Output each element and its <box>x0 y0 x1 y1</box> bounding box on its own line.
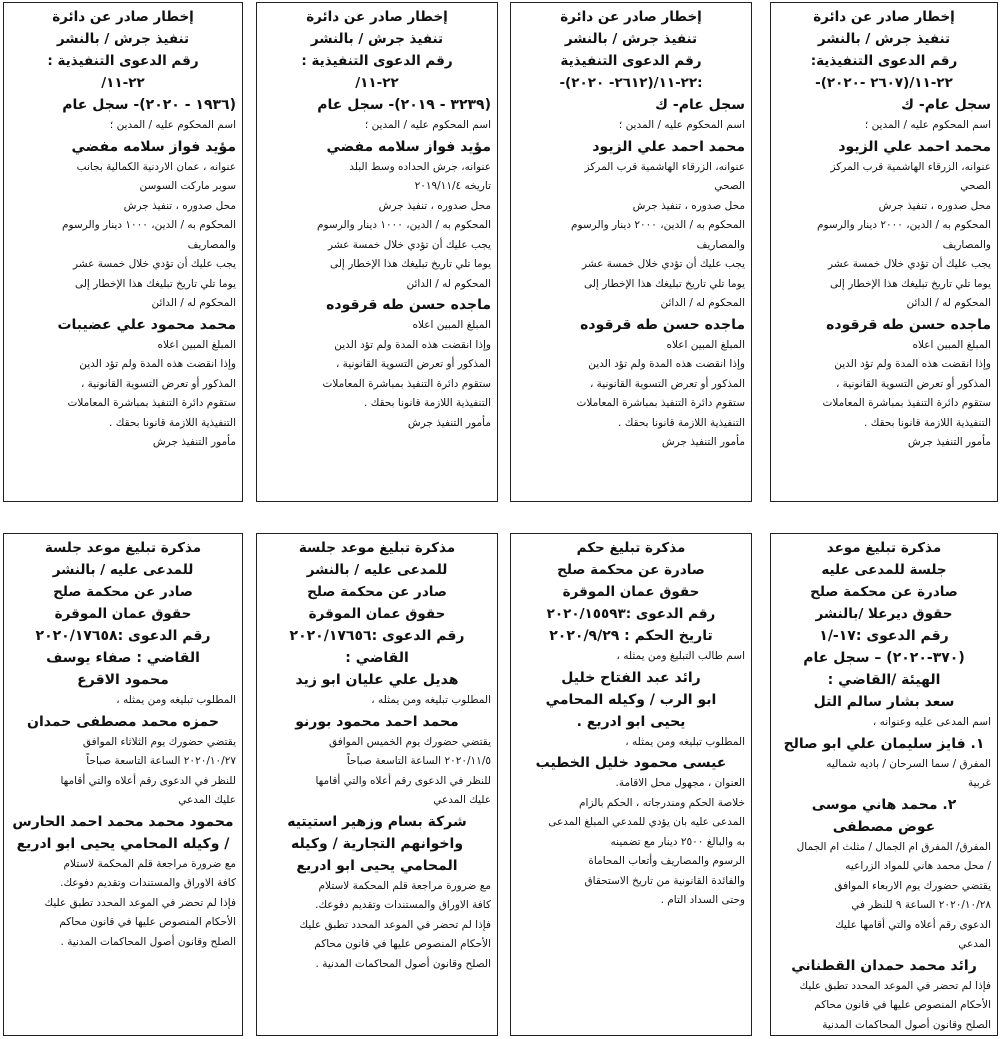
case-number: ٢٢-١١/(٢٦٠٧ -٢٠٢٠)- <box>815 75 953 91</box>
notice-top-1 <box>3 2 243 502</box>
notice-title-line-2: تنفيذ جرش / بالنشر <box>817 31 951 47</box>
heading-line: هديل علي عليان ابو زيد <box>295 672 459 688</box>
text-line: فإذا لم تحضر في الموعد المحدد تطبق عليك <box>299 918 491 931</box>
text-line: يقتضي حضورك يوم الثلاثاء الموافق <box>82 735 236 748</box>
amount-line-2: والمصاريف <box>942 238 991 251</box>
text-line: المطلوب تبليغه ومن يمثله ، <box>371 694 491 706</box>
notice-top-2 <box>256 2 498 502</box>
notice-top-3 <box>510 2 752 502</box>
text-line: العنوان ، مجهول محل الاقامة. <box>615 777 745 789</box>
amount-reference: المبلغ المبين اعلاه <box>157 338 236 351</box>
text-line: ٢٠٢٠/١١/٥ الساعة التاسعة صباحاً <box>346 755 491 767</box>
heading-line: جلسة للمدعى عليه <box>821 562 947 578</box>
heading-line: مذكرة تبليغ موعد جلسة <box>44 540 202 556</box>
text-line: الأحكام المنصوص عليها في قانون محاكم <box>59 916 236 928</box>
heading-line: صادرة عن محكمة صلح <box>810 584 958 600</box>
duty-line-3: المحكوم له / الدائن <box>151 297 236 309</box>
duty-line-1: يجب عليك أن تؤدي خلال خمسة عشر <box>581 258 745 270</box>
text-line: المطلوب تبليغه ومن يمثله ، <box>625 735 745 748</box>
text-line: كافة الاوراق والمستندات وتقديم دفوعك. <box>60 877 236 889</box>
case-label: رقم الدعوى التنفيذية <box>560 53 702 69</box>
heading-line: محمود الاقرع <box>77 672 169 688</box>
notice-top-4 <box>770 2 998 502</box>
heading-line: للمدعى عليه / بالنشر <box>306 562 448 578</box>
heading-line: ٢. محمد هاني موسى <box>811 796 957 813</box>
text-line: خلاصة الحكم ومندرجاته ، الحكم بالزام <box>579 796 745 809</box>
heading-line: محمود محمد محمد احمد الحارس <box>12 813 234 830</box>
warning-line-4: التنفيذية اللازمة قانونا بحقك . <box>864 416 991 429</box>
signature: مأمور التنفيذ جرش <box>407 416 491 429</box>
text-line: غربية <box>967 777 991 789</box>
heading-line: ابو الرب / وكيله المحامي <box>545 691 717 708</box>
heading-line: مذكرة تبليغ موعد <box>826 540 942 556</box>
warning-line-1: وإذا انقضت هذه المدة ولم تؤد الدين <box>334 338 491 351</box>
heading-line: المحامي يحيى ابو ادريع <box>296 857 458 874</box>
text-line: كافة الاوراق والمستندات وتقديم دفوعك. <box>315 899 491 911</box>
duty-line-3: المحكوم له / الدائن <box>660 297 745 309</box>
case-label: رقم الدعوى التنفيذية: <box>810 53 958 69</box>
amount-line-2: والمصاريف <box>187 238 236 251</box>
heading-line: محمد احمد محمود بورنو <box>295 713 459 730</box>
case-number: :٢٢-١١/(٢٦١٢- ٢٠٢٠)- <box>559 75 703 91</box>
duty-line-2: يوما تلي تاريخ تبليغك هذا الإخطار إلى <box>74 277 236 290</box>
amount-line-2: والمصاريف <box>696 238 745 251</box>
text-line: به والبالغ ٢٥٠٠ دينار مع تضمينه <box>610 835 745 848</box>
case-label: رقم الدعوى التنفيذية : <box>47 53 199 69</box>
text-line: ٢٠٢٠/١٠/٢٨ الساعة ٩ للنظر في <box>851 899 991 911</box>
heading-line: صادرة عن محكمة صلح <box>557 562 705 578</box>
text-line: للنظر في الدعوى رقم أعلاه والتي أقامها <box>60 774 236 787</box>
issue-place: محل صدوره ، تنفيذ جرش <box>123 199 236 212</box>
warning-line-3: ستقوم دائرة التنفيذ بمباشرة المعاملات <box>322 377 491 390</box>
text-line: يقتضي حضورك يوم الاربعاء الموافق <box>834 879 991 892</box>
warning-line-2: المذكور أو تعرض التسوية القانونية ، <box>835 377 991 390</box>
address-line-1: عنوانه، الزرقاء الهاشمية قرب المركز <box>584 160 745 173</box>
issue-place: محل صدوره ، تنفيذ جرش <box>632 199 745 212</box>
notice-title-line-1: إخطار صادر عن دائرة <box>52 9 194 25</box>
heading-line: رقم الدعوى :١٧-/١ <box>819 628 949 644</box>
heading-line: رائد محمد حمدان القطناني <box>791 957 977 974</box>
creditor-name: ماجده حسن طه قرقوده <box>326 297 491 313</box>
address-line-2: سوبر ماركت السوسن <box>139 180 236 192</box>
issue-place: محل صدوره ، تنفيذ جرش <box>878 199 991 212</box>
heading-line: عوض مصطفى <box>832 818 936 835</box>
notice-title-line-2: تنفيذ جرش / بالنشر <box>564 31 698 47</box>
heading-line: تاريخ الحكم : ٢٠٢٠/٩/٢٩ <box>549 628 713 644</box>
amount-line-2: يجب عليك أن تؤدي خلال خمسة عشر <box>327 238 491 251</box>
heading-line: سعد بشار سالم التل <box>813 694 955 710</box>
warning-line-3: ستقوم دائرة التنفيذ بمباشرة المعاملات <box>576 397 745 409</box>
heading-line: / وكيله المحامي يحيى ابو ادريع <box>16 835 230 852</box>
heading-line: صادر عن محكمة صلح <box>53 584 193 600</box>
text-line: مع ضرورة مراجعة قلم المحكمة لاستلام <box>318 879 491 892</box>
text-line: المفرق / سما السرحان / باديه شماليه <box>826 757 991 770</box>
text-line: الصلح وقانون أصول المحاكمات المدنية . <box>60 935 236 948</box>
heading-line: (٣٧٠-٢٠٢٠) – سجل عام <box>803 650 965 666</box>
text-line: فإذا لم تحضر في الموعد المحدد تطبق عليك <box>799 979 991 992</box>
text-line: الأحكام المنصوص عليها في قانون محاكم <box>814 999 991 1011</box>
notice-title-line-1: إخطار صادر عن دائرة <box>306 9 448 25</box>
case-year: سجل عام- ك <box>655 97 745 113</box>
text-line: والفائدة القانونية من تاريخ الاستحقاق <box>584 874 745 887</box>
heading-line: صادر عن محكمة صلح <box>307 584 447 600</box>
heading-line: القاضي : <box>345 650 409 666</box>
warning-line-1: وإذا انقضت هذه المدة ولم تؤد الدين <box>79 358 236 370</box>
text-line: المطلوب تبليغه ومن يمثله ، <box>116 694 236 706</box>
address-line-1: عنوانه، جرش الحداده وسط البلد <box>349 160 491 173</box>
heading-line: شركة بسام وزهير استيتيه <box>287 813 467 830</box>
warning-line-4: التنفيذية اللازمة قانونا بحقك . <box>618 416 745 429</box>
text-line: / محل محمد هاني للمواد الزراعيه <box>845 860 991 872</box>
creditor-name: ماجده حسن طه قرقوده <box>826 316 991 333</box>
notice-bottom-2 <box>256 533 498 1036</box>
heading-line: القاضي : صفاء يوسف <box>46 650 200 666</box>
signature: مأمور التنفيذ جرش <box>661 436 745 448</box>
notice-title-line-1: إخطار صادر عن دائرة <box>813 9 955 25</box>
duty-line-2: يوما تلي تاريخ تبليغك هذا الإخطار إلى <box>829 277 991 290</box>
text-line: عليك المدعي <box>433 794 491 806</box>
text-line: المدعي <box>958 938 991 950</box>
text-line: الصلح وقانون أصول المحاكمات المدنية <box>822 1018 991 1031</box>
heading-line: مذكرة تبليغ حكم <box>576 540 686 556</box>
text-line: الرسوم والمصاريف وأتعاب المحاماة <box>588 855 745 867</box>
text-line: المدعى عليه بان يؤدي للمدعي المبلغ المدعى <box>548 816 745 828</box>
debtor-name: مؤيد فواز سلامه مفضي <box>71 138 236 155</box>
warning-line-2: المذكور أو تعرض التسوية القانونية ، <box>80 377 236 390</box>
notice-bottom-4 <box>770 533 998 1036</box>
amount-line-1: المحكوم به / الدين، ١٠٠٠ دينار والرسوم <box>61 219 236 231</box>
duty-line-1: يوما تلي تاريخ تبليغك هذا الإخطار إلى <box>329 258 491 270</box>
duty-line-2: يوما تلي تاريخ تبليغك هذا الإخطار إلى <box>583 277 745 290</box>
amount-line-1: المحكوم به / الدين، ١٠٠٠ دينار والرسوم <box>316 219 491 231</box>
debtor-name: مؤيد فواز سلامه مفضي <box>326 138 491 155</box>
case-year: (٣٢٣٩ - ٢٠١٩)- سجل عام <box>317 97 491 113</box>
warning-line-1: وإذا انقضت هذه المدة ولم تؤد الدين <box>834 358 991 370</box>
heading-line: ١. فايز سليمان علي ابو صالح <box>783 735 985 752</box>
text-line: الدعوى رقم أعلاه والتي أقامها عليك <box>835 918 991 931</box>
warning-line-2: المذكور أو تعرض التسوية القانونية ، <box>335 358 491 370</box>
amount-line-1: المحكوم به / الدين، ٢٠٠٠ دينار والرسوم <box>816 219 991 231</box>
case-number: ٢٢-١١/ <box>355 75 399 91</box>
warning-line-3: ستقوم دائرة التنفيذ بمباشرة المعاملات <box>822 397 991 409</box>
creditor-name: محمد محمود علي عضيبات <box>57 316 236 333</box>
text-line: للنظر في الدعوى رقم أعلاه والتي أقامها <box>315 774 491 787</box>
text-line: اسم طالب التبليغ ومن يمثله ، <box>616 650 745 662</box>
case-year: سجل عام- ك <box>901 97 991 113</box>
text-line: الصلح وقانون أصول المحاكمات المدنية . <box>315 957 491 970</box>
debtor-name: محمد احمد علي الزيود <box>592 138 745 155</box>
warning-line-3: ستقوم دائرة التنفيذ بمباشرة المعاملات <box>67 397 236 409</box>
heading-line: حقوق عمان الموقرة <box>308 606 446 622</box>
text-line: ٢٠٢٠/١٠/٢٧ الساعة التاسعة صباحاً <box>86 755 236 767</box>
address-line-2: الصحي <box>960 180 991 192</box>
text-line: يقتضي حضورك يوم الخميس الموافق <box>328 735 491 748</box>
warning-line-4: التنفيذية اللازمة قانونا بحقك . <box>109 416 236 429</box>
case-year: (١٩٣٦ - ٢٠٢٠)- سجل عام <box>62 97 236 113</box>
heading-line: للمدعى عليه / بالنشر <box>52 562 194 578</box>
amount-reference: المبلغ المبين اعلاه <box>412 319 491 331</box>
text-line: عليك المدعي <box>178 794 236 806</box>
heading-line: رائد عبد الفتاح خليل <box>561 669 701 686</box>
address-line-1: عنوانه، الزرقاء الهاشمية قرب المركز <box>830 160 991 173</box>
text-line: فإذا لم تحضر في الموعد المحدد تطبق عليك <box>44 896 236 909</box>
heading-line: عيسى محمود خليل الخطيب <box>535 755 727 771</box>
address-line-2: تاريخه ٢٠١٩/١١/٤ <box>414 180 491 192</box>
heading-line: حقوق عمان الموقرة <box>562 584 700 600</box>
heading-line: الهيئة /القاضي : <box>827 672 941 688</box>
amount-reference: المبلغ المبين اعلاه <box>912 338 991 351</box>
notice-bottom-1 <box>3 533 243 1036</box>
debtor-label: اسم المحكوم عليه / المدين ؛ <box>864 119 991 131</box>
signature: مأمور التنفيذ جرش <box>907 436 991 448</box>
warning-line-4: التنفيذية اللازمة قانونا بحقك . <box>364 397 491 409</box>
creditor-name: ماجده حسن طه قرقوده <box>580 316 745 333</box>
debtor-label: اسم المحكوم عليه / المدين ؛ <box>109 119 236 131</box>
duty-line-3: المحكوم له / الدائن <box>906 297 991 309</box>
heading-line: مذكرة تبليغ موعد جلسة <box>298 540 456 556</box>
duty-line-1: يجب عليك أن تؤدي خلال خمسة عشر <box>827 258 991 270</box>
heading-line: حقوق ديرعلا /بالنشر <box>815 606 953 622</box>
case-label: رقم الدعوى التنفيذية : <box>301 53 453 69</box>
text-line: الأحكام المنصوص عليها في قانون محاكم <box>314 938 491 950</box>
debtor-name: محمد احمد علي الزيود <box>838 138 991 155</box>
text-line: وحتى السداد التام . <box>660 894 745 906</box>
debtor-label: اسم المحكوم عليه / المدين ؛ <box>364 119 491 131</box>
duty-line-1: يجب عليك أن تؤدي خلال خمسة عشر <box>72 258 236 270</box>
notice-title-line-1: إخطار صادر عن دائرة <box>560 9 702 25</box>
heading-line: حمزه محمد مصطفى حمدان <box>27 713 219 730</box>
heading-line: رقم الدعوى :٢٠٢٠/١٧٦٥٦ <box>289 628 465 644</box>
text-line: اسم المدعى عليه وعنوانه ، <box>872 716 991 728</box>
text-line: المفرق/ المفرق ام الجمال / مثلث ام الجمال <box>796 840 991 853</box>
heading-line: يحيى ابو ادريع . <box>576 713 686 730</box>
amount-reference: المبلغ المبين اعلاه <box>666 338 745 351</box>
notice-title-line-2: تنفيذ جرش / بالنشر <box>310 31 444 47</box>
signature: مأمور التنفيذ جرش <box>152 436 236 448</box>
heading-line: واخوانهم التجارية / وكيله <box>290 835 464 852</box>
amount-line-1: المحكوم به / الدين، ٢٠٠٠ دينار والرسوم <box>570 219 745 231</box>
issue-place: محل صدوره ، تنفيذ جرش <box>378 199 491 212</box>
debtor-label: اسم المحكوم عليه / المدين ؛ <box>618 119 745 131</box>
heading-line: حقوق عمان الموقرة <box>54 606 192 622</box>
warning-line-1: وإذا انقضت هذه المدة ولم تؤد الدين <box>588 358 745 370</box>
heading-line: رقم الدعوى :٢٠٢٠/١٧٦٥٨ <box>35 628 211 644</box>
text-line: مع ضرورة مراجعة قلم المحكمة لاستلام <box>63 857 236 870</box>
case-number: ٢٢-١١/ <box>101 75 145 91</box>
address-line-2: الصحي <box>714 180 745 192</box>
notice-bottom-3 <box>510 533 752 1036</box>
address-line-1: عنوانه ، عمان الاردنية الكمالية بجانب <box>76 160 236 173</box>
warning-line-2: المذكور أو تعرض التسوية القانونية ، <box>589 377 745 390</box>
heading-line: رقم الدعوى :٢٠٢٠/١٥٥٩٣ <box>546 606 716 622</box>
notice-title-line-2: تنفيذ جرش / بالنشر <box>56 31 190 47</box>
duty-line-2: المحكوم له / الدائن <box>406 277 491 290</box>
